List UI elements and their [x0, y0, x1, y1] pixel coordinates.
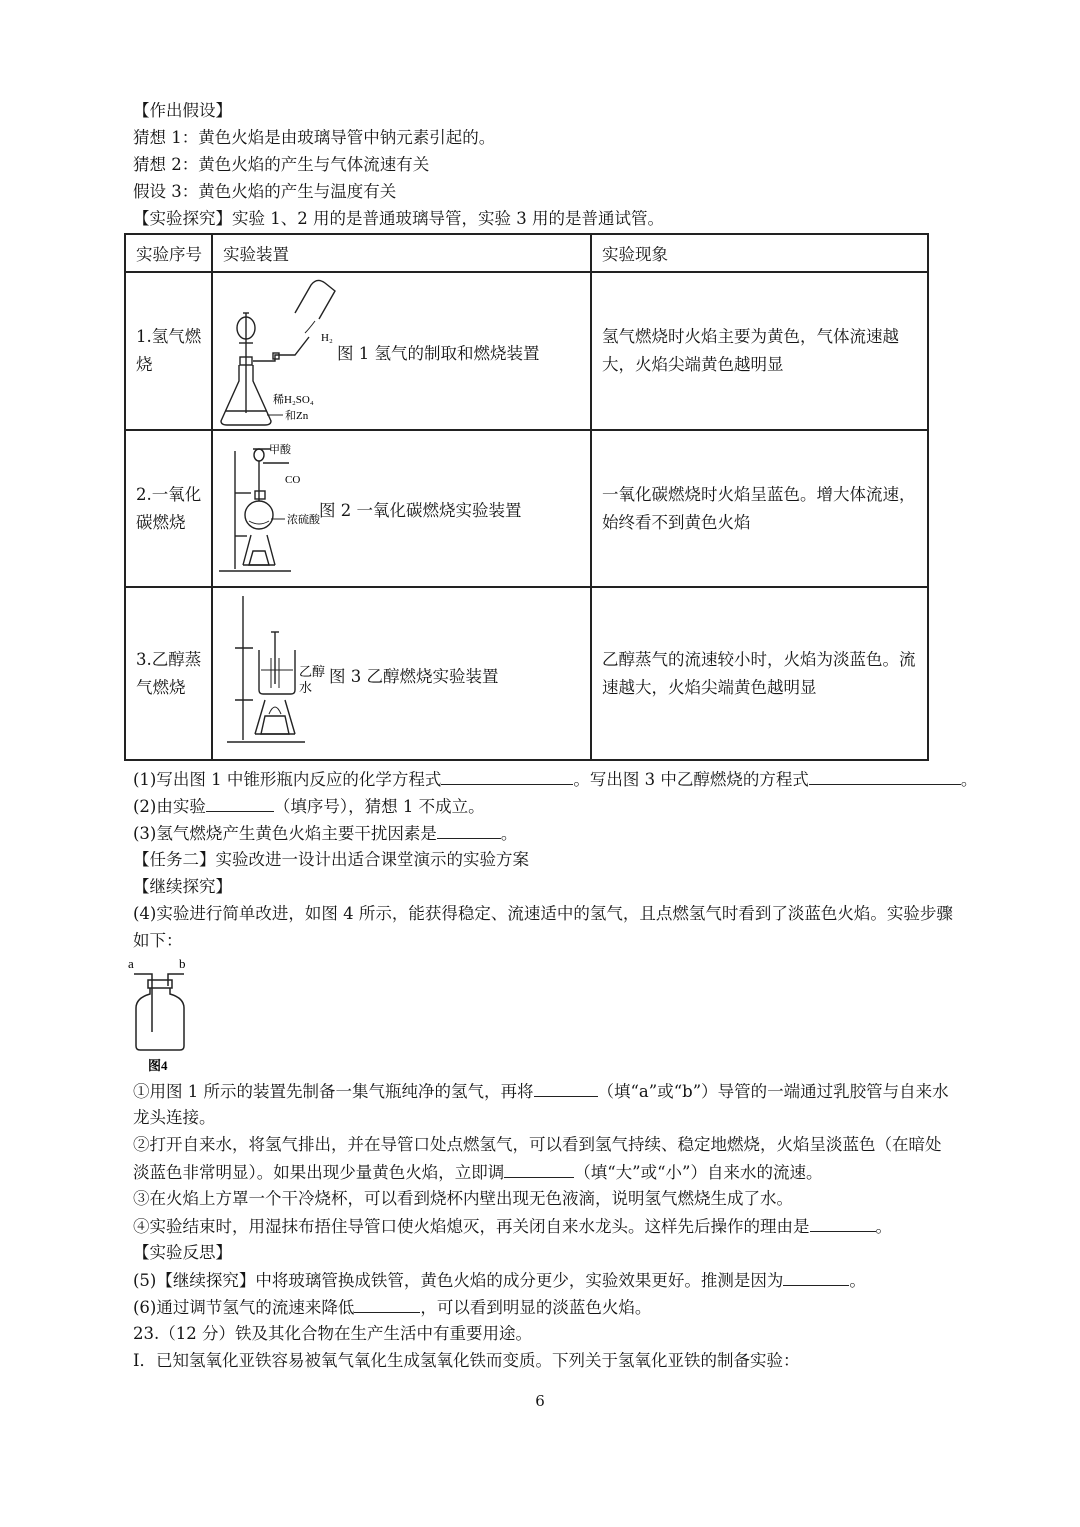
answer-blank[interactable]: [810, 1215, 876, 1232]
continue-heading: 【继续探究】: [133, 877, 232, 896]
step-3: ③在火焰上方罩一个干冷烧杯，可以看到烧杯内壁出现无色液滴，说明氢气燃烧生成了水。: [133, 1189, 793, 1208]
ethanol-label: 乙醇: [299, 664, 326, 679]
phenomenon-cell: 氢气燃烧时火焰主要为黄色，气体流速越 大，火焰尖端黄色越明显: [591, 272, 928, 430]
table-header: 实验现象: [591, 234, 928, 272]
step-1-continued: 龙头连接。: [133, 1108, 216, 1127]
question-2: (2)由实验 （填序号），猜想 1 不成立。: [133, 797, 485, 816]
phenomenon-cell: 一氧化碳燃烧时火焰呈蓝色。增大体流速， 始终看不到黄色火焰: [591, 430, 928, 587]
step-2-continued: 淡蓝色非常明显）。如果出现少量黄色火焰，立即调 （填“大”或“小”）自来水的流速。: [133, 1163, 823, 1182]
water-label: 水: [299, 680, 313, 695]
step-2: ②打开自来水，将氢气排出，并在导管口处点燃氢气，可以看到氢气持续、稳定地燃烧，火焰呈淡蓝色（在暗处: [133, 1135, 942, 1154]
question-4-continued: 如下：: [133, 931, 183, 950]
experiment-number: 2.一氧化 碳燃烧: [125, 430, 212, 587]
table-row: [125, 272, 928, 430]
question-3: (3)氢气燃烧产生黄色火焰主要干扰因素是 。: [133, 824, 518, 843]
answer-blank[interactable]: [504, 1161, 574, 1178]
tube-b-label: b: [179, 956, 186, 971]
reflection-heading: 【实验反思】: [133, 1243, 232, 1262]
apparatus-cell: [212, 272, 591, 430]
question-23: 23.（12 分）铁及其化合物在生产生活中有重要用途。: [133, 1324, 532, 1343]
answer-blank[interactable]: [441, 768, 573, 785]
co-label: CO: [285, 474, 301, 486]
h2-label: H₂: [321, 332, 333, 344]
hypothesis-item: 猜想 1：黄色火焰是由玻璃导管中钠元素引起的。: [133, 128, 496, 147]
table-row: [125, 587, 928, 760]
apparatus-cell: [212, 587, 591, 760]
zinc-label: 和Zn: [285, 410, 309, 422]
hypothesis-heading: 【作出假设】: [133, 101, 232, 120]
table-header-row: [125, 234, 928, 272]
experiment-number: 1.氢气燃 烧: [125, 272, 212, 430]
answer-blank[interactable]: [437, 822, 501, 839]
part-1-intro: I．已知氢氧化亚铁容易被氧气氧化生成氢氧化铁而变质。下列关于氢氧化亚铁的制备实验：: [133, 1351, 800, 1370]
gas-bottle-diagram: [126, 954, 206, 1074]
answer-blank[interactable]: [809, 768, 961, 785]
answer-blank[interactable]: [534, 1080, 598, 1097]
tube-a-label: a: [128, 956, 134, 971]
step-1: ①用图 1 所示的装置先制备一集气瓶纯净的氢气，再将 （填“a”或“b”）导管的一端通过乳胶管与自来水: [133, 1082, 949, 1101]
sulfuric-acid-label: 浓硫酸: [287, 514, 320, 526]
question-4: (4)实验进行简单改进，如图 4 所示，能获得稳定、流速适中的氢气，且点燃氢气时看到了淡蓝色火焰。实验步骤: [133, 904, 953, 923]
hypothesis-item: 假设 3：黄色火焰的产生与温度有关: [133, 182, 397, 201]
experiment-table: [124, 233, 929, 761]
table-row: [125, 430, 928, 587]
question-6: (6)通过调节氢气的流速来降低 ，可以看到明显的淡蓝色火焰。: [133, 1298, 652, 1317]
phenomenon-cell: 乙醇蒸气的流速较小时，火焰为淡蓝色。流 速越大，火焰尖端黄色越明显: [591, 587, 928, 760]
figure-4-caption: 图4: [148, 1058, 168, 1073]
task-2-heading: 【任务二】实验改进一设计出适合课堂演示的实验方案: [133, 850, 529, 869]
question-1: (1)写出图 1 中锥形瓶内反应的化学方程式 。写出图 3 中乙醇燃烧的方程式 。: [133, 770, 978, 789]
table-header: 实验装置: [212, 234, 591, 272]
figure-caption: 图 3 乙醇燃烧实验装置: [329, 667, 499, 686]
question-5: (5)【继续探究】中将玻璃管换成铁管，黄色火焰的成分更少，实验效果更好。推测是因为 。: [133, 1271, 866, 1290]
step-4: ④实验结束时，用湿抹布捂住导管口使火焰熄灭，再关闭自来水龙头。这样先后操作的理由是 。: [133, 1217, 892, 1236]
page-number: 6: [535, 1392, 545, 1410]
answer-blank[interactable]: [354, 1296, 420, 1313]
apparatus-cell: [212, 430, 591, 587]
figure-caption: 图 2 一氧化碳燃烧实验装置: [319, 501, 522, 520]
table-header: 实验序号: [125, 234, 212, 272]
figure-caption: 图 1 氢气的制取和燃烧装置: [337, 344, 540, 363]
answer-blank[interactable]: [206, 795, 274, 812]
figure-4: [126, 954, 206, 1078]
hypothesis-item: 猜想 2：黄色火焰的产生与气体流速有关: [133, 155, 430, 174]
answer-blank[interactable]: [783, 1269, 849, 1286]
exploration-intro: 【实验探究】实验 1、2 用的是普通玻璃导管，实验 3 用的是普通试管。: [133, 209, 664, 228]
formic-acid-label: 甲酸: [269, 444, 291, 456]
acid-label: 稀H₂SO₄: [273, 394, 314, 406]
experiment-number: 3.乙醇蒸 气燃烧: [125, 587, 212, 760]
